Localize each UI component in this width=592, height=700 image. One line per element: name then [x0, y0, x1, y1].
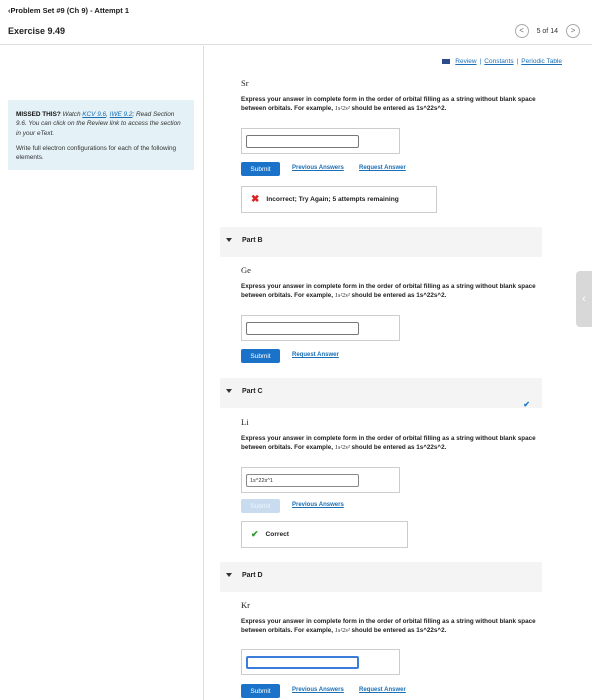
- chevron-left-icon: <: [519, 26, 524, 35]
- back-link[interactable]: [8, 6, 129, 15]
- part-b-instructions: [241, 282, 541, 300]
- link-separator: |: [516, 58, 519, 65]
- part-c-header[interactable]: [220, 378, 542, 408]
- chevron-left-icon: ‹: [8, 6, 11, 15]
- part-b-answer-input[interactable]: [246, 322, 359, 335]
- feedback-text: Correct: [265, 531, 289, 538]
- watch-text: Watch: [60, 111, 83, 118]
- page-count: 5 of 14: [536, 27, 558, 35]
- part-b-label: Part B: [242, 237, 263, 244]
- instruction-text: Express your answer in complete form in the order of orbital filling as a string without blank space between orbitals. For example,: [241, 283, 536, 300]
- part-d-label: Part D: [242, 572, 263, 579]
- part-a-answer-box: [241, 128, 400, 154]
- review-link[interactable]: Review: [455, 58, 477, 65]
- part-d-answer-box: [241, 649, 400, 675]
- instruction-text-end: should be entered as 1s^22s^2.: [349, 444, 447, 452]
- part-c-answer-input[interactable]: [246, 474, 359, 487]
- part-d-header[interactable]: [220, 562, 542, 592]
- side-panel-toggle[interactable]: [576, 271, 592, 327]
- part-a-previous-answers-link[interactable]: Previous Answers: [292, 165, 344, 171]
- column-divider: [203, 46, 204, 700]
- missed-this-label: MISSED THIS?: [16, 111, 61, 118]
- constants-link[interactable]: Constants: [484, 58, 514, 65]
- instruction-text: Express your answer in complete form in the order of orbital filling as a string without blank space between orbitals. For example,: [241, 96, 536, 113]
- link-separator: |: [479, 58, 482, 65]
- part-d-element: Kr: [241, 600, 250, 610]
- instruction-text-end: should be entered as 1s^22s^2.: [349, 292, 447, 300]
- example-math: 1s²2s²: [334, 627, 350, 635]
- iwe-link[interactable]: IWE 9.2: [109, 111, 133, 118]
- part-c-element: Li: [241, 417, 249, 427]
- part-b-submit-button[interactable]: Submit: [241, 349, 280, 363]
- feedback-text: Incorrect; Try Again; 5 attempts remaining: [266, 196, 399, 203]
- part-c-answer-box: [241, 467, 400, 493]
- periodic-table-link[interactable]: Periodic Table: [521, 58, 562, 65]
- chevron-left-icon: ‹: [582, 293, 586, 305]
- part-b-element: Ge: [241, 265, 251, 275]
- part-a-feedback: [241, 186, 437, 213]
- part-a-submit-button[interactable]: Submit: [241, 162, 280, 176]
- part-c-previous-answers-link[interactable]: Previous Answers: [292, 502, 344, 508]
- reference-links: [442, 58, 562, 65]
- pager: [515, 24, 580, 38]
- read-text: ; Read Section 9.6. You can click on the Review link to access the section in your eText.: [16, 111, 181, 137]
- problem-set-title: Problem Set #9 (Ch 9) - Attempt 1: [10, 6, 129, 15]
- instruction-text-end: should be entered as 1s^22s^2.: [349, 105, 447, 113]
- part-a-request-answer-link[interactable]: Request Answer: [359, 165, 406, 171]
- part-a-element: Sr: [241, 78, 249, 88]
- instruction-text-end: should be entered as 1s^22s^2.: [349, 627, 447, 635]
- part-c-instructions: [241, 434, 541, 452]
- caret-down-icon: [226, 573, 232, 577]
- example-math: 1s²2s²: [334, 292, 350, 300]
- part-a-answer-input[interactable]: [246, 135, 359, 148]
- exercise-title: Exercise 9.49: [8, 26, 66, 36]
- instruction-text: Express your answer in complete form in the order of orbital filling as a string without blank space between orbitals. For example,: [241, 435, 536, 452]
- part-c-label: Part C: [242, 388, 263, 395]
- completed-check-icon: ✔: [523, 400, 530, 409]
- kcv-link[interactable]: KCV 9.6: [82, 111, 107, 118]
- part-d-instructions: [241, 617, 541, 635]
- example-math: 1s²2s²: [334, 105, 350, 113]
- part-d-previous-answers-link[interactable]: Previous Answers: [292, 687, 344, 693]
- part-b-header[interactable]: [220, 227, 542, 257]
- panel-instructions: Write full electron configurations for each of the following elements.: [16, 144, 177, 162]
- part-c-submit-button: Submit: [241, 499, 280, 513]
- part-b-request-answer-link[interactable]: Request Answer: [292, 352, 339, 358]
- caret-down-icon: [226, 389, 232, 393]
- missed-this-panel: [8, 100, 194, 170]
- top-bar: [0, 0, 592, 45]
- part-d-submit-button[interactable]: Submit: [241, 684, 280, 698]
- part-a-instructions: [241, 95, 541, 113]
- example-math: 1s²2s²: [334, 444, 350, 452]
- previous-page-button[interactable]: [515, 24, 529, 38]
- review-icon: [442, 59, 450, 64]
- instruction-text: Express your answer in complete form in the order of orbital filling as a string without blank space between orbitals. For example,: [241, 618, 536, 635]
- incorrect-icon: ✖: [251, 193, 260, 205]
- chevron-right-icon: >: [570, 26, 576, 35]
- next-page-button[interactable]: [566, 24, 580, 38]
- part-b-answer-box: [241, 315, 400, 341]
- correct-icon: ✔: [251, 529, 259, 539]
- comma-text: ,: [106, 111, 110, 118]
- caret-down-icon: [226, 238, 232, 242]
- part-d-request-answer-link[interactable]: Request Answer: [359, 687, 406, 693]
- part-c-feedback: [241, 521, 408, 548]
- part-d-answer-input[interactable]: [246, 656, 359, 669]
